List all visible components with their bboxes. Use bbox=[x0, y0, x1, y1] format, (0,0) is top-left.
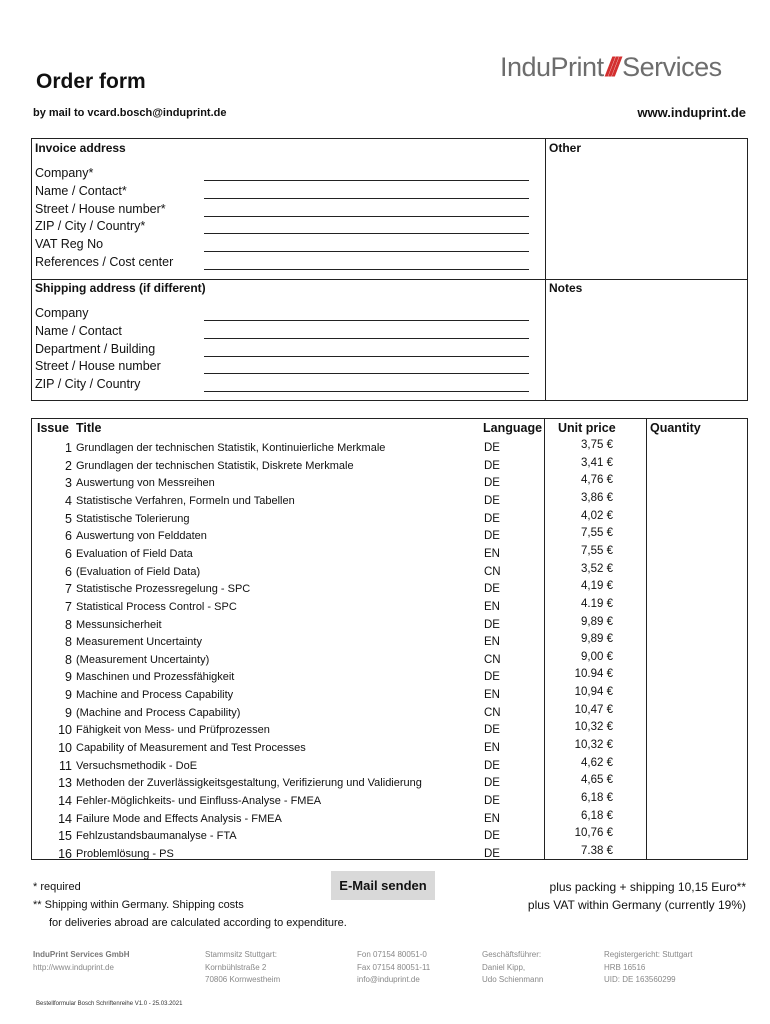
footer-management-line: Udo Schienmann bbox=[482, 975, 544, 984]
invoice-zip-label: ZIP / City / Country* bbox=[35, 219, 146, 233]
language-cell: CN bbox=[484, 565, 501, 578]
title-cell: Evaluation of Field Data bbox=[76, 547, 193, 560]
unit-price-cell: 3,75 € bbox=[581, 439, 613, 451]
title-cell: Grundlagen der technischen Statistik, Kontinuierliche Merkmale bbox=[76, 442, 386, 454]
website-link[interactable]: www.induprint.de bbox=[637, 105, 746, 120]
table-row bbox=[32, 510, 544, 528]
table-row bbox=[32, 457, 544, 475]
title-cell: Statistische Tolerierung bbox=[76, 512, 190, 525]
footer-management bbox=[482, 949, 543, 987]
quantity-input[interactable] bbox=[647, 845, 747, 862]
table-row bbox=[32, 492, 544, 510]
issue-cell: 6 bbox=[65, 564, 72, 579]
unit-price-cell: 6,18 € bbox=[581, 792, 613, 804]
title-cell: Maschinen und Prozessfähigkeit bbox=[76, 671, 235, 684]
issue-header: Issue bbox=[37, 421, 69, 435]
packing-note: plus packing + shipping 10,15 Euro** bbox=[549, 880, 746, 894]
issue-cell: 8 bbox=[65, 635, 72, 650]
issue-cell: 9 bbox=[65, 688, 72, 703]
language-cell: EN bbox=[484, 636, 500, 649]
issue-cell: 14 bbox=[58, 794, 72, 808]
shipping-zip-label: ZIP / City / Country bbox=[35, 377, 141, 391]
page-title: Order form bbox=[36, 70, 146, 93]
issue-cell: 3 bbox=[65, 476, 72, 491]
title-cell: Grundlagen der technischen Statistik, Diskrete Merkmale bbox=[76, 459, 354, 472]
title-cell: Statistische Verfahren, Formeln und Tabellen bbox=[76, 494, 295, 507]
table-row bbox=[32, 721, 544, 739]
quantity-input[interactable] bbox=[647, 474, 747, 491]
table-row bbox=[32, 810, 544, 828]
invoice-street-field[interactable] bbox=[204, 216, 529, 217]
issue-cell: 8 bbox=[65, 652, 72, 667]
table-row bbox=[32, 704, 544, 722]
table-row bbox=[32, 563, 544, 581]
title-cell: Versuchsmethodik - DoE bbox=[76, 759, 198, 772]
language-cell: DE bbox=[484, 583, 500, 596]
title-header: Title bbox=[76, 421, 102, 435]
unit-price-cell: 3,86 € bbox=[581, 491, 613, 504]
address-section bbox=[31, 138, 748, 401]
language-cell: EN bbox=[484, 547, 500, 560]
unit-price-cell: 10,94 € bbox=[574, 686, 613, 699]
footer-company-name: InduPrint Services GmbH bbox=[33, 950, 130, 959]
issue-cell: 7 bbox=[65, 599, 72, 614]
invoice-street-label: Street / House number* bbox=[35, 202, 166, 216]
mail-instruction: by mail to vcard.bosch@induprint.de bbox=[33, 107, 227, 119]
unit-price-cell: 4,62 € bbox=[581, 756, 613, 769]
shipping-department-label: Department / Building bbox=[35, 342, 156, 356]
title-cell: Machine and Process Capability bbox=[76, 689, 234, 702]
table-row bbox=[32, 439, 544, 457]
issue-cell: 6 bbox=[65, 546, 72, 561]
table-row bbox=[32, 686, 544, 704]
shipping-name-label: Name / Contact bbox=[35, 324, 122, 338]
address-divider-vertical bbox=[545, 139, 546, 400]
footer-seat-line: 70806 Kornwestheim bbox=[205, 975, 281, 984]
unit-price-cell: 4,19 € bbox=[581, 580, 613, 593]
invoice-vat-label: VAT Reg No bbox=[35, 237, 104, 251]
table-row bbox=[32, 545, 544, 563]
title-cell: (Evaluation of Field Data) bbox=[76, 565, 201, 578]
table-row bbox=[32, 633, 544, 651]
footer-registry-line: Registergericht: Stuttgart bbox=[604, 950, 693, 959]
shipping-address-heading: Shipping address (if different) bbox=[35, 281, 206, 295]
shipping-street-label: Street / House number bbox=[35, 359, 161, 373]
issue-cell: 10 bbox=[58, 741, 72, 756]
issue-cell: 16 bbox=[58, 846, 72, 861]
title-cell: Auswertung von Felddaten bbox=[76, 530, 207, 543]
language-cell: DE bbox=[484, 494, 500, 507]
issue-cell: 6 bbox=[65, 529, 72, 544]
invoice-name-field[interactable] bbox=[204, 198, 529, 199]
quantity-input[interactable] bbox=[647, 792, 747, 809]
invoice-address-heading: Invoice address bbox=[35, 141, 126, 155]
issue-cell: 9 bbox=[65, 670, 72, 685]
quantity-input[interactable] bbox=[647, 827, 747, 844]
logo-slash-icon: /// bbox=[605, 52, 617, 82]
title-cell: Messunsicherheit bbox=[76, 618, 162, 631]
issue-cell: 10 bbox=[58, 723, 72, 738]
unit-price-cell: 4.19 € bbox=[581, 597, 613, 610]
quantity-input[interactable] bbox=[647, 510, 747, 527]
unit-price-cell: 9,00 € bbox=[581, 650, 613, 663]
email-send-button[interactable]: E-Mail senden bbox=[331, 871, 435, 900]
logo-text-induprint: InduPrint bbox=[500, 52, 604, 82]
table-row bbox=[32, 668, 544, 686]
title-cell: Fähigkeit von Mess- und Prüfprozessen bbox=[76, 724, 270, 737]
quantity-input[interactable] bbox=[647, 598, 747, 615]
issue-cell: 5 bbox=[65, 511, 72, 526]
required-note: * required bbox=[33, 881, 81, 893]
footer-email[interactable]: info@induprint.de bbox=[357, 975, 420, 984]
issue-cell: 15 bbox=[58, 829, 72, 844]
unit-price-cell: 7,55 € bbox=[581, 544, 613, 557]
quantity-input[interactable] bbox=[647, 739, 747, 756]
table-row bbox=[32, 616, 544, 634]
shipping-zip-field[interactable] bbox=[204, 391, 529, 392]
title-cell: Fehler-Möglichkeits- und Einfluss-Analyse - FMEA bbox=[76, 795, 322, 807]
invoice-name-label: Name / Contact* bbox=[35, 184, 127, 198]
quantity-input[interactable] bbox=[647, 527, 747, 544]
language-header: Language bbox=[483, 421, 543, 435]
invoice-references-label: References / Cost center bbox=[35, 255, 174, 269]
shipping-name-field[interactable] bbox=[204, 338, 529, 339]
issue-cell: 11 bbox=[59, 758, 72, 773]
table-row bbox=[32, 845, 544, 863]
quantity-input[interactable] bbox=[647, 457, 747, 474]
title-cell: Failure Mode and Effects Analysis - FMEA bbox=[76, 812, 282, 825]
language-cell: DE bbox=[484, 618, 500, 631]
table-row bbox=[32, 527, 544, 545]
language-cell: EN bbox=[484, 742, 500, 755]
issue-cell: 1 bbox=[65, 441, 72, 455]
unit-price-cell: 4,02 € bbox=[581, 509, 613, 522]
issue-cell: 2 bbox=[65, 458, 72, 473]
quantity-input[interactable] bbox=[647, 545, 747, 562]
quantity-input[interactable] bbox=[647, 563, 747, 580]
language-cell: DE bbox=[484, 777, 500, 790]
footer-management-line: Daniel Kipp, bbox=[482, 962, 526, 972]
shipping-company-label: Company bbox=[35, 306, 89, 320]
table-row bbox=[32, 580, 544, 598]
quantity-input[interactable] bbox=[647, 651, 747, 668]
shipping-note: ** Shipping within Germany. Shipping costs bbox=[33, 899, 244, 911]
shipping-company-field[interactable] bbox=[204, 320, 529, 321]
other-heading: Other bbox=[549, 141, 582, 155]
footer-management-line: Geschäftsführer: bbox=[482, 950, 542, 959]
footer-company-url[interactable]: http://www.induprint.de bbox=[33, 962, 114, 972]
shipping-note-continued: for deliveries abroad are calculated according to expenditure. bbox=[49, 917, 347, 929]
quantity-input[interactable] bbox=[647, 668, 747, 685]
footer-registry bbox=[604, 949, 692, 987]
unit-price-cell: 3,41 € bbox=[581, 456, 613, 469]
shipping-street-field[interactable] bbox=[204, 373, 529, 374]
language-cell: CN bbox=[484, 706, 501, 719]
language-cell: DE bbox=[484, 477, 500, 490]
quantity-input[interactable] bbox=[647, 721, 747, 738]
unit-price-cell: 10,76 € bbox=[574, 827, 613, 840]
quantity-input[interactable] bbox=[647, 616, 747, 633]
unit-price-cell: 10,32 € bbox=[574, 739, 613, 752]
table-row bbox=[32, 739, 544, 757]
unit-price-cell: 6,18 € bbox=[581, 809, 613, 822]
invoice-zip-field[interactable] bbox=[204, 233, 529, 234]
title-cell: Statistical Process Control - SPC bbox=[76, 600, 237, 613]
invoice-references-field[interactable] bbox=[204, 269, 529, 270]
shipping-department-field[interactable] bbox=[204, 356, 529, 357]
unit-price-cell: 9,89 € bbox=[581, 615, 613, 628]
induprint-logo bbox=[500, 52, 722, 83]
unit-price-cell: 4,76 € bbox=[581, 474, 613, 487]
unit-price-cell: 10,47 € bbox=[574, 703, 613, 716]
title-cell: (Measurement Uncertainty) bbox=[76, 653, 210, 666]
invoice-vat-field[interactable] bbox=[204, 251, 529, 252]
footer-registry-line: HRB 16516 bbox=[604, 962, 646, 972]
unit-price-cell: 3,52 € bbox=[581, 562, 613, 575]
unit-price-cell: 7.38 € bbox=[581, 844, 613, 857]
quantity-input[interactable] bbox=[647, 633, 747, 650]
issue-cell: 4 bbox=[65, 493, 72, 508]
language-cell: EN bbox=[484, 812, 500, 825]
order-table bbox=[31, 418, 748, 860]
language-cell: EN bbox=[484, 600, 500, 613]
language-cell: DE bbox=[484, 671, 500, 684]
language-cell: DE bbox=[484, 759, 500, 772]
language-cell: DE bbox=[484, 830, 500, 843]
unit-price-cell: 4,65 € bbox=[581, 774, 613, 787]
title-cell: Capability of Measurement and Test Processes bbox=[76, 742, 306, 755]
quantity-header: Quantity bbox=[650, 421, 701, 435]
issue-cell: 14 bbox=[58, 811, 72, 826]
language-cell: CN bbox=[484, 653, 501, 666]
unit-price-header: Unit price bbox=[558, 421, 616, 435]
table-row bbox=[32, 757, 544, 775]
footer-seat bbox=[205, 949, 280, 987]
footer-seat-line: Kornbühlstraße 2 bbox=[205, 962, 267, 972]
issue-cell: 9 bbox=[65, 705, 72, 720]
quantity-input[interactable] bbox=[647, 439, 747, 456]
notes-heading: Notes bbox=[549, 281, 583, 295]
language-cell: DE bbox=[484, 724, 500, 737]
table-row bbox=[32, 651, 544, 669]
title-cell: Auswertung von Messreihen bbox=[76, 477, 215, 490]
unit-price-cell: 10,32 € bbox=[574, 721, 613, 734]
title-cell: (Machine and Process Capability) bbox=[76, 706, 241, 719]
unit-price-cell: 9,89 € bbox=[581, 633, 613, 646]
table-row bbox=[32, 774, 544, 792]
language-cell: DE bbox=[484, 795, 500, 807]
title-cell: Measurement Uncertainty bbox=[76, 636, 202, 649]
issue-cell: 8 bbox=[65, 617, 72, 632]
table-row bbox=[32, 827, 544, 845]
table-row bbox=[32, 598, 544, 616]
form-version: Bestellformular Bosch Schriftenreihe V1.0 - 25.03.2021 bbox=[36, 1001, 183, 1007]
quantity-input[interactable] bbox=[647, 774, 747, 791]
quantity-input[interactable] bbox=[647, 492, 747, 509]
footer-phone: Fon 07154 80051-0 bbox=[357, 950, 427, 959]
invoice-company-label: Company* bbox=[35, 166, 94, 180]
issue-cell: 13 bbox=[58, 776, 72, 791]
address-divider-horizontal bbox=[32, 279, 747, 280]
language-cell: DE bbox=[484, 530, 500, 543]
title-cell: Problemlösung - PS bbox=[76, 847, 174, 860]
footer-seat-line: Stammsitz Stuttgart: bbox=[205, 950, 278, 959]
title-cell: Methoden der Zuverlässigkeitsgestaltung, Verifizierung und Validierung bbox=[76, 777, 422, 790]
logo-text-services: Services bbox=[622, 52, 722, 82]
title-cell: Fehlzustandsbaumanalyse - FTA bbox=[76, 830, 237, 843]
language-cell: EN bbox=[484, 689, 500, 702]
quantity-input[interactable] bbox=[647, 704, 747, 721]
footer-registry-line: UID: DE 163560299 bbox=[604, 975, 676, 984]
unit-price-cell: 7,55 € bbox=[581, 527, 613, 540]
title-cell: Statistische Prozessregelung - SPC bbox=[76, 583, 251, 596]
language-cell: DE bbox=[484, 512, 500, 525]
language-cell: DE bbox=[484, 442, 500, 454]
quantity-input[interactable] bbox=[647, 810, 747, 827]
unit-price-cell: 10.94 € bbox=[574, 668, 613, 681]
footer-fax: Fax 07154 80051-11 bbox=[357, 962, 431, 972]
language-cell: DE bbox=[484, 847, 500, 860]
table-row bbox=[32, 474, 544, 492]
table-row bbox=[32, 792, 544, 810]
invoice-company-field[interactable] bbox=[204, 180, 529, 181]
vat-note: plus VAT within Germany (currently 19%) bbox=[527, 898, 746, 912]
footer-company bbox=[33, 949, 129, 974]
quantity-input[interactable] bbox=[647, 686, 747, 703]
footer-contact bbox=[357, 949, 430, 987]
quantity-input[interactable] bbox=[647, 580, 747, 597]
language-cell: DE bbox=[484, 459, 500, 472]
issue-cell: 7 bbox=[65, 582, 72, 597]
quantity-input[interactable] bbox=[647, 757, 747, 774]
